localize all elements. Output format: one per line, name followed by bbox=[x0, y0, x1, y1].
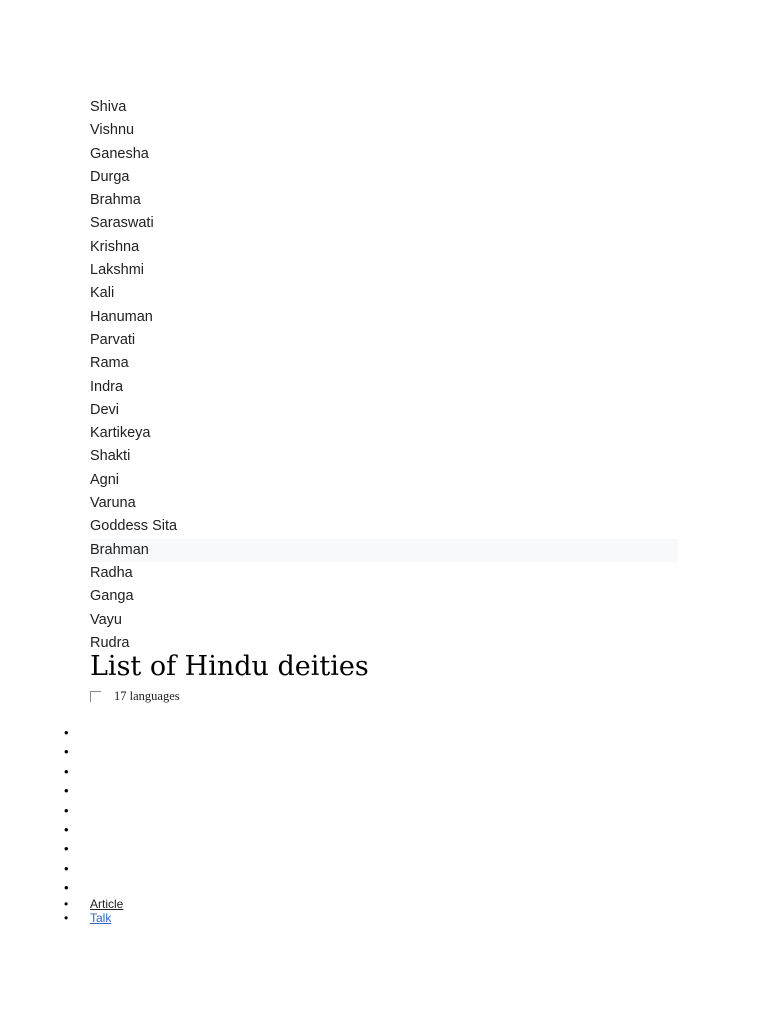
list-item bbox=[64, 762, 74, 781]
talk-tab-link[interactable]: Talk bbox=[90, 911, 112, 925]
suggestion-item[interactable]: Krishna bbox=[90, 238, 140, 255]
suggestion-item[interactable]: Agni bbox=[90, 471, 120, 488]
list-item bbox=[64, 781, 74, 800]
suggestion-list bbox=[90, 96, 678, 655]
empty-menu-list bbox=[64, 723, 74, 898]
tab-article bbox=[64, 897, 123, 911]
suggestion-item[interactable]: Devi bbox=[90, 401, 120, 418]
list-item bbox=[64, 839, 74, 858]
suggestion-item[interactable]: Rama bbox=[90, 355, 129, 372]
suggestion-item[interactable]: Ganga bbox=[90, 588, 134, 605]
suggestion-item[interactable]: Vishnu bbox=[90, 122, 135, 139]
page-title: List of Hindu deities bbox=[90, 651, 369, 682]
list-item bbox=[64, 878, 74, 897]
suggestion-item[interactable]: Goddess Sita bbox=[90, 518, 178, 535]
article-tab-link[interactable]: Article bbox=[90, 897, 124, 911]
suggestion-item[interactable]: Vayu bbox=[90, 611, 122, 628]
suggestion-item[interactable]: Indra bbox=[90, 378, 124, 395]
suggestion-item[interactable]: Shiva bbox=[90, 99, 127, 115]
list-item bbox=[64, 801, 74, 820]
suggestion-item[interactable]: Hanuman bbox=[90, 308, 153, 325]
suggestion-item[interactable]: Brahma bbox=[90, 192, 141, 209]
suggestion-item[interactable]: Kartikeya bbox=[90, 425, 151, 442]
tab-talk bbox=[64, 911, 123, 925]
suggestion-item[interactable]: Ganesha bbox=[90, 145, 149, 162]
suggestion-item[interactable]: Radha bbox=[90, 564, 133, 581]
namespace-tabs bbox=[64, 897, 123, 925]
language-switcher[interactable] bbox=[90, 686, 180, 706]
language-checkbox[interactable] bbox=[90, 691, 101, 702]
suggestion-item[interactable]: Parvati bbox=[90, 331, 136, 348]
suggestion-item[interactable]: Lakshmi bbox=[90, 262, 144, 279]
suggestion-item[interactable]: Varuna bbox=[90, 495, 136, 512]
suggestion-item[interactable]: Durga bbox=[90, 168, 130, 185]
suggestion-item[interactable]: Shakti bbox=[90, 448, 131, 465]
list-item bbox=[64, 859, 74, 878]
language-count-label[interactable]: 17 languages bbox=[114, 688, 180, 703]
list-item bbox=[64, 820, 74, 839]
list-item bbox=[64, 742, 74, 761]
suggestion-item-highlighted[interactable]: Brahman bbox=[90, 539, 678, 562]
list-item bbox=[64, 723, 74, 742]
suggestion-item[interactable]: Rudra bbox=[90, 634, 130, 651]
suggestion-item[interactable]: Kali bbox=[90, 285, 115, 302]
suggestion-item[interactable]: Saraswati bbox=[90, 215, 154, 232]
